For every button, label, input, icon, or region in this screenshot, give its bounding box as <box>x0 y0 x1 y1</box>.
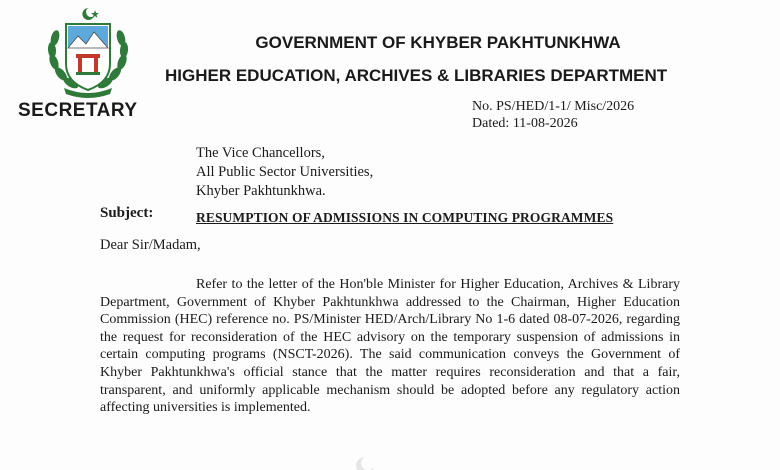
body-paragraph: Refer to the letter of the Hon'ble Minister for Higher Education, Archives & Library Department, Government of Khyber Pakhtunkhwa addressed to the Chairman, Higher Education Commission (HEC) reference no. PS/Minister HED/Arch/Library No 1-6 dated 08-07-2026, regarding the request for reconsideration of the HEC advisory on the temporary suspension of admissions in certain computing programs (NSCT-2026). The said communication conveys the Government of Khyber Pakhtunkhwa's official stance that the matter requires reconsideration and that a fair, transparent, and uniformly applicable mechanism should be adopted before any regulatory action affecting universities is implemented. <box>100 277 680 416</box>
addressee-line: Khyber Pakhtunkhwa. <box>196 183 326 199</box>
addressee-line: The Vice Chancellors, <box>196 145 325 161</box>
subject-label: Subject: <box>100 205 154 221</box>
salutation: Dear Sir/Madam, <box>100 237 201 253</box>
addressee-block <box>196 144 373 201</box>
addressee-line: All Public Sector Universities, <box>196 164 374 180</box>
office-title: SECRETARY <box>18 100 138 121</box>
reference-date: Dated: 11-08-2026 <box>472 116 578 131</box>
watermark-icon <box>345 455 385 470</box>
reference-block <box>472 98 634 132</box>
kp-government-emblem-icon <box>40 6 136 102</box>
department-title: HIGHER EDUCATION, ARCHIVES & LIBRARIES DEPARTMENT <box>165 66 668 85</box>
government-title: GOVERNMENT OF KHYBER PAKHTUNKHWA <box>255 33 621 52</box>
subject-text: RESUMPTION OF ADMISSIONS IN COMPUTING PROGRAMMES <box>196 210 614 225</box>
reference-number: No. PS/HED/1-1/ Misc/2026 <box>472 99 635 114</box>
